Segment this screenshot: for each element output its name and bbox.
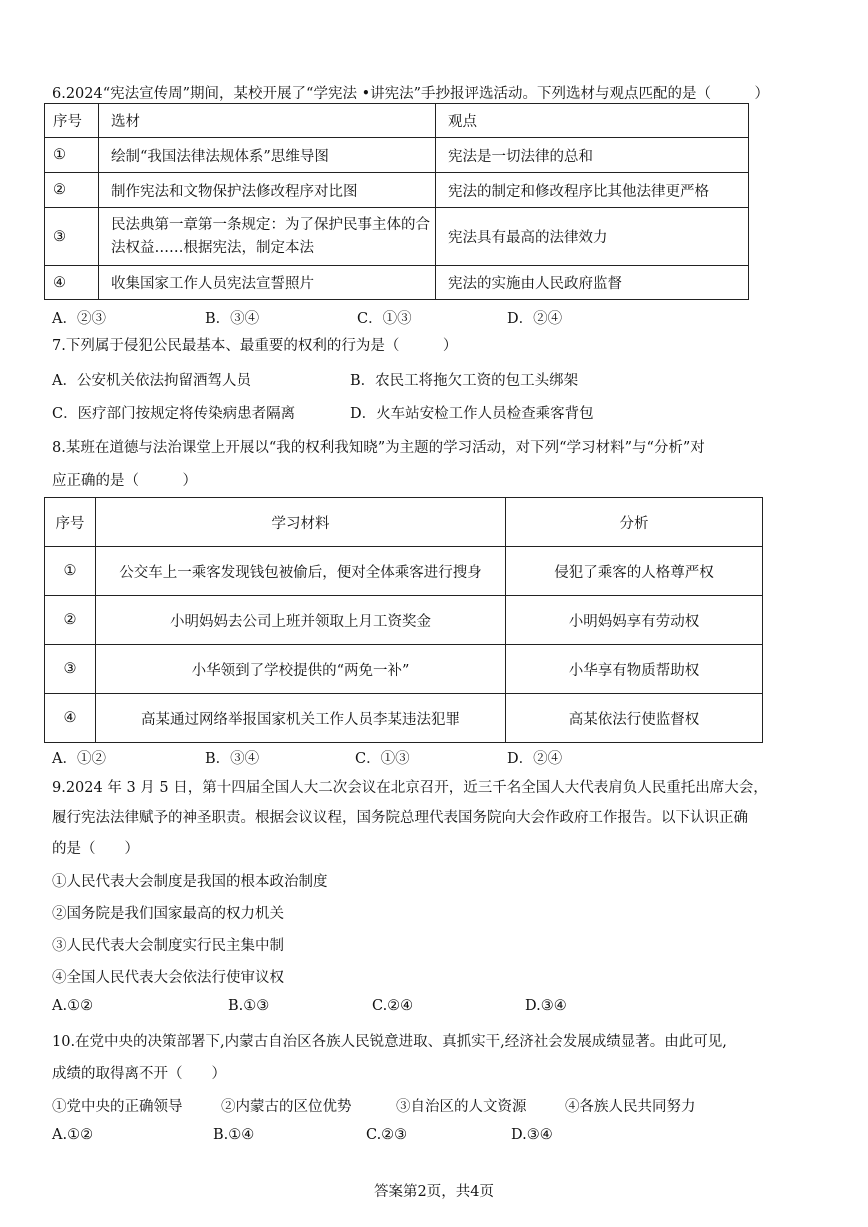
q10-option-a: A.①② [52, 1127, 94, 1143]
table-row [45, 694, 763, 743]
q10-statement-3: ③自治区的人文资源 [396, 1099, 527, 1115]
q10-option-d: D.③④ [511, 1127, 553, 1143]
viewpoint-cell: 宪法是一切法律的总和 [436, 138, 749, 173]
q9-statement-2: ②国务院是我们国家最高的权力机关 [52, 906, 284, 922]
q10-statement-4: ④各族人民共同努力 [565, 1099, 696, 1115]
header-cell: 学习材料 [96, 498, 506, 547]
q8-option-c: C．①③ [355, 751, 410, 767]
q10-option-b: B.①④ [213, 1127, 255, 1143]
q7-option-a: A．公安机关依法拘留酒驾人员 [52, 373, 251, 389]
q8-stem-line1: 8.某班在道德与法治课堂上开展以“我的权利我知晓”为主题的学习活动，对下列“学习材料”与“分析”对 [52, 440, 705, 456]
q7-stem: 7.下列属于侵犯公民最基本、最重要的权利的行为是（ ） [52, 338, 458, 354]
analysis-cell: 小华享有物质帮助权 [506, 645, 763, 694]
material-cell: 小华领到了学校提供的“两免一补” [96, 645, 506, 694]
viewpoint-cell: 宪法的制定和修改程序比其他法律更严格 [436, 173, 749, 208]
table-header-row [45, 104, 749, 138]
table-row [45, 208, 749, 266]
table-header-row [45, 498, 763, 547]
viewpoint-cell: 宪法的实施由人民政府监督 [436, 266, 749, 300]
row-number: ④ [45, 266, 99, 300]
q9-statement-1: ①人民代表大会制度是我国的根本政治制度 [52, 874, 328, 890]
q6-table [44, 103, 749, 300]
q10-statement-2: ②内蒙古的区位优势 [221, 1099, 352, 1115]
table-row [45, 266, 749, 300]
q9-option-b: B.①③ [228, 998, 270, 1014]
q8-option-a: A．①② [52, 751, 106, 767]
material-cell: 小明妈妈去公司上班并领取上月工资奖金 [96, 596, 506, 645]
material-cell: 制作宪法和文物保护法修改程序对比图 [99, 173, 436, 208]
q9-stem-line3: 的是（ ） [52, 841, 139, 857]
q6-stem: 6.2024“宪法宣传周”期间，某校开展了“学宪法 •讲宪法”手抄报评选活动。下列选材与观点匹配的是（ ） [52, 86, 770, 102]
material-cell: 绘制“我国法律法规体系”思维导图 [99, 138, 436, 173]
row-number: ① [45, 547, 96, 596]
page-footer: 答案第2页，共4页 [374, 1184, 494, 1200]
q9-stem-line2: 履行宪法法律赋予的神圣职责。根据会议议程，国务院总理代表国务院向大会作政府工作报告。以下认识正确 [52, 810, 748, 826]
header-cell: 序号 [45, 498, 96, 547]
analysis-cell: 侵犯了乘客的人格尊严权 [506, 547, 763, 596]
q7-option-c: C．医疗部门按规定将传染病患者隔离 [52, 406, 296, 422]
q10-option-c: C.②③ [366, 1127, 408, 1143]
row-number: ③ [45, 645, 96, 694]
q6-option-a: A．②③ [52, 311, 106, 327]
material-cell: 公交车上一乘客发现钱包被偷后，便对全体乘客进行搜身 [96, 547, 506, 596]
header-cell: 观点 [436, 104, 749, 138]
q8-stem-line2: 应正确的是（ ） [52, 473, 197, 489]
q8-option-b: B．③④ [205, 751, 260, 767]
q10-stem-line1: 10.在党中央的决策部署下,内蒙古自治区各族人民锐意进取、真抓实干,经济社会发展成绩显著。由此可见, [52, 1034, 727, 1050]
row-number: ② [45, 173, 99, 208]
q7-option-b: B．农民工将拖欠工资的包工头绑架 [350, 373, 579, 389]
q9-option-c: C.②④ [372, 998, 414, 1014]
header-cell: 分析 [506, 498, 763, 547]
row-number: ③ [45, 208, 99, 266]
material-cell: 民法典第一章第一条规定：为了保护民事主体的合法权益……根据宪法，制定本法 [99, 208, 436, 266]
header-cell: 序号 [45, 104, 99, 138]
row-number: ④ [45, 694, 96, 743]
q9-statement-4: ④全国人民代表大会依法行使审议权 [52, 970, 284, 986]
table-row [45, 173, 749, 208]
analysis-cell: 高某依法行使监督权 [506, 694, 763, 743]
row-number: ① [45, 138, 99, 173]
q6-option-b: B．③④ [205, 311, 260, 327]
q8-option-d: D．②④ [507, 751, 563, 767]
header-cell: 选材 [99, 104, 436, 138]
q7-option-d: D．火车站安检工作人员检查乘客背包 [350, 406, 594, 422]
viewpoint-cell: 宪法具有最高的法律效力 [436, 208, 749, 266]
q9-statement-3: ③人民代表大会制度实行民主集中制 [52, 938, 284, 954]
q8-table [44, 497, 763, 743]
table-row [45, 547, 763, 596]
table-row [45, 138, 749, 173]
table-row [45, 645, 763, 694]
row-number: ② [45, 596, 96, 645]
q10-stem-line2: 成绩的取得离不开（ ） [52, 1066, 226, 1082]
table-row [45, 596, 763, 645]
material-cell: 收集国家工作人员宪法宣誓照片 [99, 266, 436, 300]
q9-option-a: A.①② [52, 998, 94, 1014]
q6-option-c: C．①③ [357, 311, 412, 327]
q10-statement-1: ①党中央的正确领导 [52, 1099, 183, 1115]
q6-option-d: D．②④ [507, 311, 563, 327]
q9-stem-line1: 9.2024 年 3 月 5 日，第十四届全国人大二次会议在北京召开，近三千名全国人大代表肩负人民重托出席大会， [52, 780, 768, 796]
analysis-cell: 小明妈妈享有劳动权 [506, 596, 763, 645]
q9-option-d: D.③④ [525, 998, 567, 1014]
material-cell: 高某通过网络举报国家机关工作人员李某违法犯罪 [96, 694, 506, 743]
